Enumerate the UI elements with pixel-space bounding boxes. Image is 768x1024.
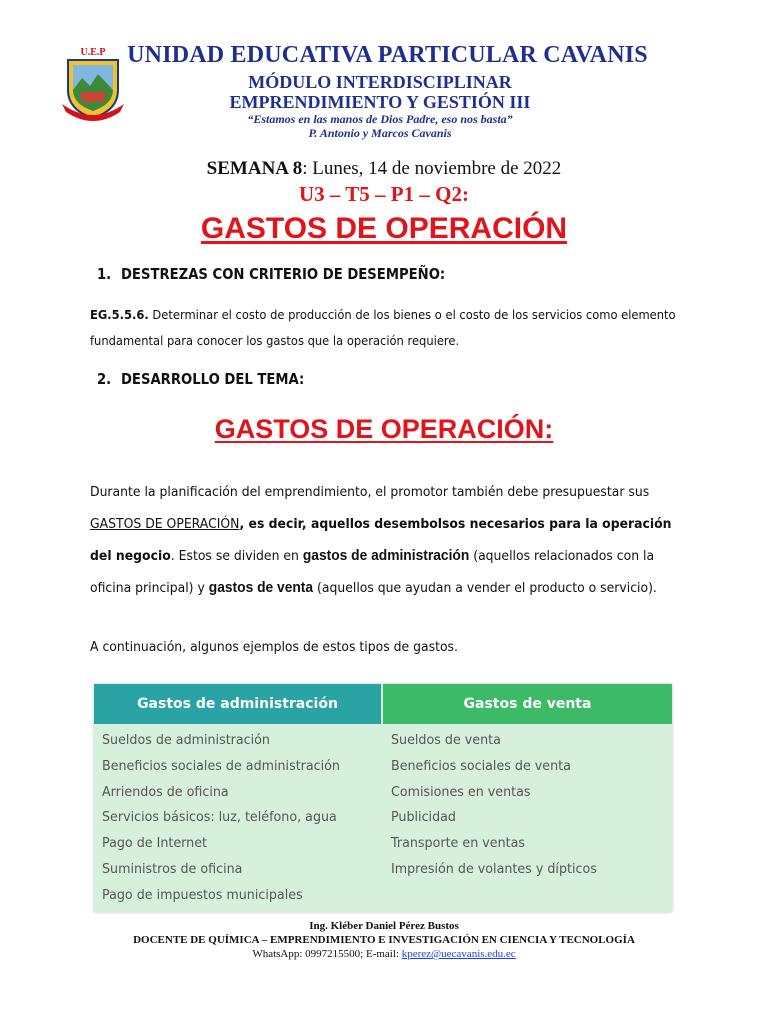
skill-code: EG.5.5.6. [90, 307, 149, 322]
table-cell: Transporte en ventas [391, 835, 526, 852]
paragraph-bold: , es decir, aquellos desembolsos necesarios para la operación del negocio [90, 516, 672, 564]
table-header-sales: Gastos de venta [383, 684, 672, 724]
section-label: DESARROLLO DEL TEMA: [120, 370, 305, 388]
week-date: : Lunes, 14 de noviembre de 2022 [302, 158, 562, 179]
unit-code: U3 – T5 – P1 – Q2: [299, 182, 469, 206]
table-cell: Beneficios sociales de venta [391, 757, 571, 774]
table-cell: Pago de impuestos municipales [102, 886, 303, 903]
email-link[interactable]: kperez@uecavanis.edu.ec [401, 948, 516, 960]
module-name: MÓDULO INTERDISCIPLINAR [248, 72, 512, 92]
paragraph-text: (aquellos relacionados con la oficina principal) y [90, 548, 655, 596]
page-title: GASTOS DE OPERACIÓN [200, 212, 568, 245]
table-header-admin: Gastos de administración [94, 684, 381, 724]
subject-name: EMPRENDIMIENTO Y GESTIÓN III [229, 92, 531, 112]
author-role: DOCENTE DE QUÍMICA – EMPRENDIMIENTO E INVESTIGACIÓN EN CIENCIA Y TECNOLOGÍA [133, 934, 635, 946]
examples-intro: A continuación, algunos ejemplos de estos tipos de gastos. [90, 639, 458, 655]
table-cell: Servicios básicos: luz, teléfono, agua [102, 809, 337, 826]
week-label: SEMANA 8 [206, 158, 303, 179]
sales-expenses-column [391, 728, 597, 883]
motto: “Estamos en las manos de Dios Padre, eso nos basta” [247, 112, 513, 126]
skill-description [90, 302, 686, 354]
paragraph-text: . Estos se dividen en [170, 548, 303, 564]
paragraph-text: (aquellos que ayudan a vender el producto o servicio). [313, 580, 657, 596]
contact-text: WhatsApp: 0997215500; E-mail: [252, 948, 402, 960]
expenses-table [94, 684, 672, 912]
topic-title: GASTOS DE OPERACIÓN: [214, 414, 554, 444]
table-cell: Sueldos de administración [102, 732, 270, 748]
table-cell: Impresión de volantes y dípticos [391, 860, 597, 877]
topic-paragraph [90, 476, 679, 604]
paragraph-underlined: GASTOS DE OPERACIÓN [90, 516, 240, 532]
section-heading-development [97, 370, 304, 388]
table-cell: Beneficios sociales de administración [102, 757, 340, 774]
section-heading-skills [97, 265, 445, 283]
author-name: Ing. Kléber Daniel Pérez Bustos [309, 920, 459, 932]
section-number: 2. [97, 370, 112, 388]
founders: P. Antonio y Marcos Cavanis [308, 126, 452, 140]
admin-expenses-column [102, 728, 340, 909]
section-number: 1. [97, 265, 112, 283]
skill-text: Determinar el costo de producción de los bienes o el costo de los servicios como elemento fundamental para conocer los gastos que la operación requiere. [90, 307, 676, 348]
table-cell: Suministros de oficina [102, 860, 243, 877]
table-cell: Sueldos de venta [391, 732, 501, 748]
school-name: UNIDAD EDUCATIVA PARTICULAR CAVANIS [127, 42, 648, 68]
logo-text: U.E.P [80, 47, 106, 58]
week-line [0, 158, 768, 180]
paragraph-emphasis-admin: gastos de administración [302, 547, 470, 564]
section-label: DESTREZAS CON CRITERIO DE DESEMPEÑO: [120, 265, 446, 283]
table-cell: Comisiones en ventas [391, 783, 531, 800]
table-cell: Publicidad [391, 809, 456, 826]
author-contact [0, 948, 768, 960]
paragraph-text: Durante la planificación del emprendimiento, el promotor también debe presupuestar sus [90, 484, 650, 500]
paragraph-emphasis-sales: gastos de venta [208, 579, 314, 596]
table-cell: Pago de Internet [102, 835, 208, 852]
table-cell: Arriendos de oficina [102, 783, 229, 800]
